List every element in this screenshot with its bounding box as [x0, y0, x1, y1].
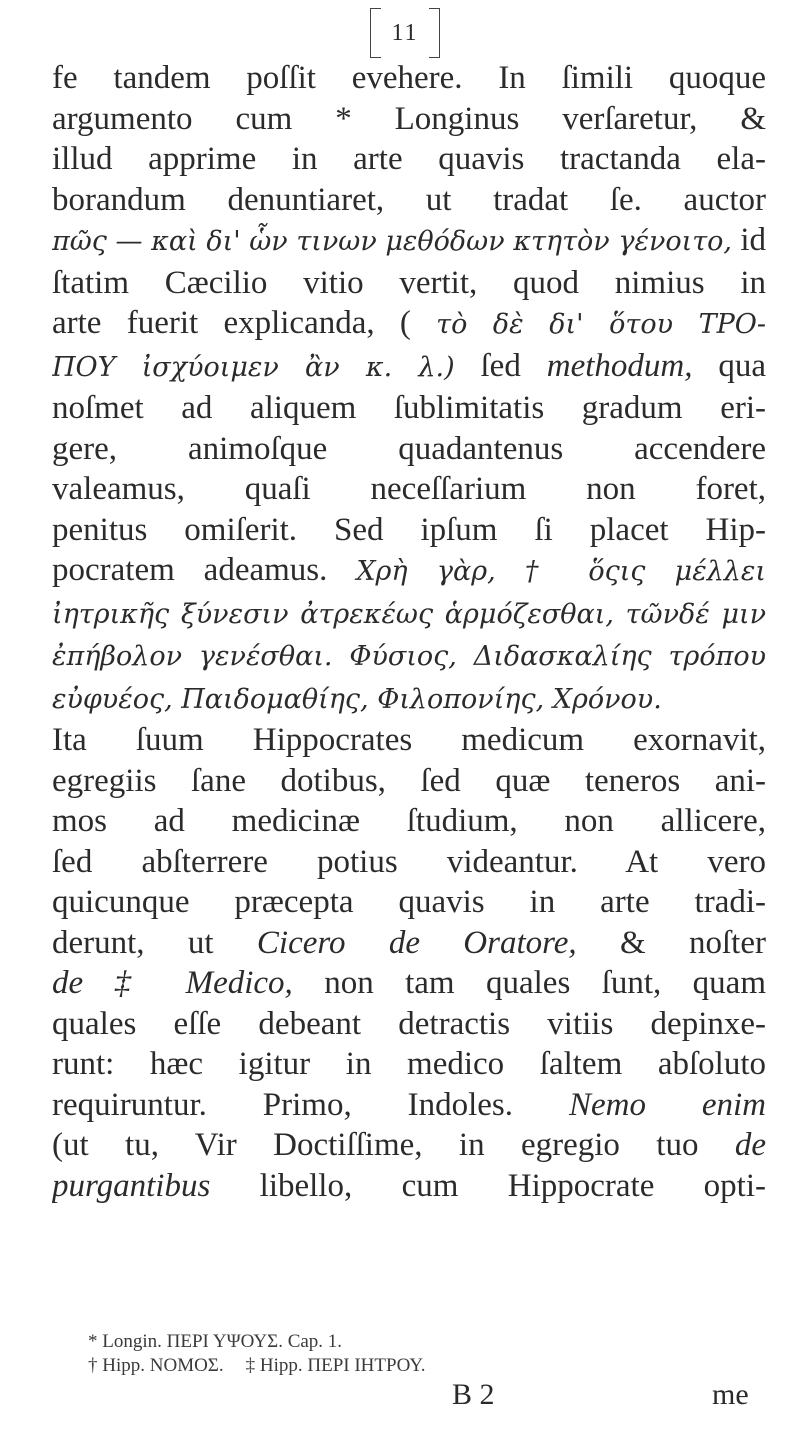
text-line-12: penitus omiſerit. Sed ipſum ſi placet Hip-	[52, 511, 766, 548]
greek-quote-tropou: τὸ δὲ δι' ὅτου ΤΡΟ-	[436, 309, 766, 340]
footnotes	[88, 1330, 768, 1378]
greek-quote-longinus: πῶς — καὶ δι' ὧν τινων μεθόδων κτητὸν γένοιτο,	[52, 226, 732, 257]
text-fragment: arte fuerit explicanda, (	[52, 305, 411, 341]
text-line-23	[52, 963, 766, 1004]
text-line-4: borandum denuntiaret, ut tradat ſe. auctor	[52, 181, 766, 218]
text-line-2: argumento cum * Longinus verſaretur, &	[52, 100, 766, 137]
text-line-1: fe tandem poſſit evehere. In ſimili quoque	[52, 60, 766, 96]
italic-de-medico: de ‡ Medico,	[52, 965, 293, 1001]
text-line-17: Ita ſuum Hippocrates medicum exornavit,	[52, 722, 766, 758]
text-line-9: noſmet ad aliquem ſublimitatis gradum eri-	[52, 390, 766, 426]
footnote-mark: ‡	[245, 1355, 256, 1376]
greek-quote-hippocrates-2: ἰητρικῆς ξύνεσιν ἀτρεκέως ἁρμόζεσθαι, τῶνδέ μιν	[52, 598, 766, 630]
text-line-13	[52, 550, 766, 593]
greek-quote-hippocrates-3: ἐπήβολον γενέσθαι. Φύσιος, Διδασκαλίης τρόπου	[52, 641, 766, 672]
text-line-11: valeamus, quaſi neceſſarium non foret,	[52, 471, 766, 507]
italic-de: de	[734, 1127, 766, 1163]
text-fragment: libello, cum Hippocrate opti-	[259, 1167, 766, 1204]
text-line-10: gere, animoſque quadantenus accendere	[52, 430, 766, 467]
signature-mark: B 2	[452, 1378, 495, 1411]
text-line-16	[52, 678, 766, 721]
footnote-hippocrates	[88, 1354, 768, 1378]
footnote-text: Longin. ΠΕΡΙ ΥΨΟΥΣ. Cap. 1.	[102, 1331, 343, 1352]
greek-quote-ischyoimen: ΠΟΥ ἰσχύοιμεν ἂν κ. λ.)	[52, 351, 455, 383]
text-fragment: (ut tu, Vir Doctiſſime, in egregio tuo	[52, 1127, 699, 1163]
footnote-mark: *	[88, 1331, 98, 1352]
footnote-text: Hipp. ΝΟΜΟΣ.	[102, 1355, 224, 1376]
text-fragment: ſed	[480, 347, 521, 384]
main-text	[52, 58, 766, 1206]
text-fragment: derunt, ut	[52, 924, 214, 961]
text-line-28	[52, 1166, 766, 1207]
text-fragment: non tam quales ſunt, quam	[324, 965, 766, 1001]
text-line-19: mos ad medicinæ ſtudium, non allicere,	[52, 803, 766, 839]
page-number	[370, 8, 440, 58]
text-line-14	[52, 593, 766, 636]
page-number-bracket-left	[370, 8, 381, 58]
footnote-mark: †	[88, 1355, 98, 1376]
text-line-27	[52, 1125, 766, 1166]
text-line-25: runt: hæc igitur in medico ſaltem abſoluto	[52, 1046, 766, 1082]
greek-quote-hippocrates-1: Χρὴ γὰρ, † ὅςις μέλλει	[356, 556, 766, 587]
text-line-18: egregiis ſane dotibus, ſed quæ teneros ani-	[52, 762, 766, 799]
page-number-bracket-right	[429, 8, 440, 58]
text-line-5	[52, 220, 766, 263]
text-line-7	[52, 303, 766, 346]
text-line-6: ſtatim Cæcilio vitio vertit, quod nimius in	[52, 264, 766, 301]
text-line-3: illud apprime in arte quavis tractanda ela-	[52, 141, 766, 177]
page-number-value: 11	[391, 19, 419, 46]
catchword: me	[712, 1378, 749, 1411]
greek-quote-hippocrates-4: εὐφυέος, Παιδομαθίης, Φιλοπονίης, Χρόνου.	[52, 683, 662, 715]
text-fragment: requiruntur. Primo, Indoles.	[52, 1086, 514, 1123]
footnote-longinus	[88, 1330, 768, 1354]
text-fragment: id	[740, 222, 766, 258]
text-fragment: qua	[718, 347, 766, 384]
text-line-22	[52, 923, 766, 964]
italic-cicero-de-oratore: Cicero de Oratore,	[256, 924, 577, 961]
text-line-20: ſed abſterrere potius videantur. At vero	[52, 843, 766, 880]
text-line-26	[52, 1085, 766, 1126]
text-line-21: quicunque præcepta quavis in arte tradi-	[52, 884, 766, 920]
italic-purgantibus: purgantibus	[52, 1167, 211, 1204]
text-line-24: quales eſſe debeant detractis vitiis depinxe-	[52, 1005, 766, 1042]
italic-nemo-enim: Nemo enim	[568, 1086, 766, 1123]
text-fragment: pocratem adeamus.	[52, 552, 328, 588]
text-line-15	[52, 635, 766, 678]
italic-methodum: methodum,	[546, 347, 693, 384]
footnote-text: Hipp. ΠΕΡΙ ΙΗΤΡΟΥ.	[259, 1355, 426, 1376]
text-line-8	[52, 346, 766, 389]
text-fragment: & noſter	[620, 924, 766, 961]
